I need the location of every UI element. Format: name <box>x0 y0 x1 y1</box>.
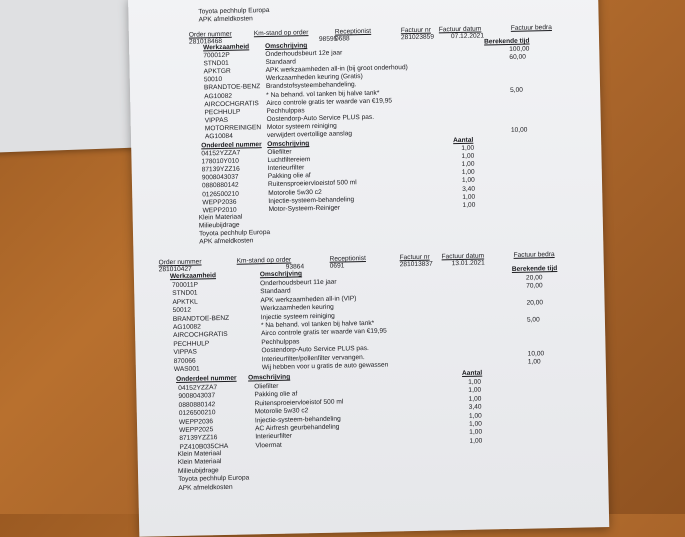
row-description: Oostendorp-Auto Service PLUS pas. <box>261 345 369 355</box>
row-code: BRANDTOE-BENZ <box>203 83 261 92</box>
row-description: Motor systeem reiniging <box>266 122 337 131</box>
receptionist-label: Receptionist <box>334 27 372 36</box>
row-code: 50012 <box>172 306 192 315</box>
row-code: 87139YZZ16 <box>179 434 218 443</box>
row-value: 1,00 <box>461 160 475 169</box>
row-description: Werkzaamheden keuring (Gratis) <box>265 73 363 83</box>
row-value: 1,00 <box>461 177 475 185</box>
row-value: 1,00 <box>468 387 482 395</box>
extra-line: Klein Materiaal <box>177 458 222 467</box>
top-line: APK afmeldkosten <box>198 15 253 24</box>
row-value: 1,00 <box>462 193 476 201</box>
row-description: Pakking olie af <box>267 172 311 181</box>
aantal-label: Aantal <box>453 136 474 145</box>
receptionist-label: Receptionist <box>329 254 366 263</box>
row-description: Standaard <box>265 58 296 67</box>
row-value: 1,00 <box>461 152 475 161</box>
row-code: APKTGR <box>203 67 231 76</box>
row-description: Motorolie 5w30 c2 <box>254 407 309 416</box>
row-code: 700011P <box>172 281 199 290</box>
row-code: WEPP2025 <box>179 426 214 434</box>
row-value: 70,00 <box>526 282 543 291</box>
factuur-datum-label: Factuur datum <box>438 25 482 34</box>
row-code: VIPPAS <box>204 116 229 125</box>
werkzaamheid-label: Werkzaamheid <box>203 43 250 52</box>
row-code: WEPP2010 <box>202 206 237 215</box>
row-description: Pakking olie af <box>254 390 298 399</box>
row-description: AC Airfresh geurbehandeling <box>255 423 340 433</box>
row-code: STND01 <box>172 289 198 298</box>
row-code: 9008043037 <box>178 392 216 401</box>
row-description: APK werkzaamheden all-in (VIP) <box>260 295 357 305</box>
km-stand-value: 98595 <box>318 35 338 43</box>
factuur-datum-value: 07.12.2021 <box>450 32 485 41</box>
row-code: 178010Y010 <box>201 157 239 166</box>
extra-line: APK afmeldkosten <box>199 237 254 246</box>
row-description: Brandstofsysteembehandeling. <box>265 81 357 91</box>
row-code: 0880880142 <box>178 400 216 409</box>
row-code: 04152YZZA7 <box>178 384 218 392</box>
order-nummer-value: 281010427 <box>158 265 192 274</box>
row-description: Interieurfilter/pollenfilter vervangen. <box>261 353 365 363</box>
row-code: 0126500210 <box>202 190 239 198</box>
row-description: Pechhulppas <box>261 338 300 347</box>
extra-line: APK afmeldkosten <box>178 483 233 492</box>
extra-line: Klein Materiaal <box>198 213 243 222</box>
row-description: Standaard <box>260 287 291 296</box>
row-description: Onderhoudsbeurt 11e jaar <box>260 278 337 288</box>
row-code: 9008043037 <box>201 173 239 182</box>
row-value: 10,00 <box>527 349 545 358</box>
row-code: VIPPAS <box>173 348 197 357</box>
row-description: * Na behand. vol tanken bij halve tank* <box>260 319 375 330</box>
row-code: 50010 <box>203 76 223 84</box>
row-value: 3,40 <box>468 403 482 412</box>
row-code: WEPP2036 <box>178 417 214 426</box>
row-value: 5,00 <box>526 316 540 324</box>
row-description: Oostendorp-Auto Service PLUS pas. <box>266 113 375 123</box>
row-description: APK werkzaamheden all-in (bij groot onderhoud) <box>265 64 408 75</box>
row-value: 20,00 <box>526 299 544 307</box>
omschrijving-label: Omschrijving <box>247 373 291 382</box>
row-description: Injectie systeem reiniging <box>260 312 335 321</box>
extra-line: Klein Materiaal <box>177 450 222 458</box>
berekende-tijd-label: Berekende tijd <box>511 264 558 273</box>
row-code: WEPP2036 <box>202 198 237 207</box>
omschrijving-label: Omschrijving <box>267 140 310 149</box>
extra-line: Toyota pechhulp Europa <box>178 474 250 484</box>
extra-line: Toyota pechhulp Europa <box>198 229 271 238</box>
row-description: Motorolie 5w30 c2 <box>268 188 322 197</box>
row-value: 1,00 <box>469 420 482 428</box>
row-description: Interieurfilter <box>255 432 293 441</box>
berekende-tijd-label: Berekende tijd <box>483 37 530 46</box>
row-description: Pechhulppas <box>266 106 305 115</box>
row-description: Oliefilter <box>254 382 279 391</box>
receptionist-value: 0688 <box>334 35 350 43</box>
row-description: Injectie-systeem-behandeling <box>254 415 341 424</box>
row-code: AG10082 <box>172 323 201 332</box>
row-description: * Na behand. vol tanken bij halve tank* <box>266 89 380 99</box>
row-value: 100,00 <box>509 45 530 53</box>
km-stand-label: Km-stand op order <box>253 29 309 38</box>
row-description: Ruitensproeiervloeistof 500 ml <box>254 398 344 408</box>
row-code: PZ410B035CHA <box>179 442 229 451</box>
km-stand-value: 93864 <box>285 263 305 271</box>
omschrijving-label: Omschrijving <box>259 270 303 279</box>
invoice-document <box>128 0 609 537</box>
row-value: 1,00 <box>469 437 483 445</box>
row-code: AG10084 <box>204 132 233 141</box>
row-description: Luchtfiltereiem <box>267 156 311 165</box>
order-nummer-value: 281018468 <box>188 37 223 46</box>
row-code: WAS001 <box>173 365 200 374</box>
row-description: Airco controle gratis ter waarde van €19,95 <box>266 97 393 107</box>
row-description: Vloermat <box>255 441 282 450</box>
row-code: 0126500210 <box>178 409 216 418</box>
row-description: Oliefilter <box>267 148 292 157</box>
row-code: PECHHULP <box>173 340 210 348</box>
row-code: 0880880142 <box>201 182 239 190</box>
row-description: Motor-Systeem-Reiniger <box>268 204 341 213</box>
row-value: 1,00 <box>461 144 475 152</box>
row-code: STND01 <box>203 59 229 68</box>
row-description: Ruitensproeiervloeistof 500 ml <box>267 179 357 189</box>
factuur-nr-value: 281013837 <box>399 260 433 269</box>
km-stand-label: Km-stand op order <box>236 256 292 265</box>
row-value: 10,00 <box>510 126 528 134</box>
row-value: 1,00 <box>462 201 476 209</box>
row-code: AIRCOCHGRATIS <box>204 99 259 108</box>
row-code: BRANDTOE-BENZ <box>172 314 230 323</box>
row-code: 700012P <box>203 51 230 60</box>
row-value: 1,00 <box>468 378 482 386</box>
row-code: AIRCOCHGRATIS <box>173 331 228 340</box>
top-line: Toyota pechhulp Europa <box>198 6 270 16</box>
werkzaamheid-label: Werkzaamheid <box>169 272 217 281</box>
row-code: AG10082 <box>204 92 233 100</box>
factuur-nr-label: Factuur nr <box>400 26 431 35</box>
row-code: 870066 <box>173 357 196 365</box>
row-description: Injectie-systeem-behandeling <box>268 195 355 205</box>
row-code: PECHHULP <box>204 108 241 117</box>
extra-line: Milieubijdrage <box>177 466 219 475</box>
order-nummer-label: Order nummer <box>158 258 202 267</box>
onderdeel-nummer-label: Onderdeel nummer <box>176 374 237 383</box>
row-value: 5,00 <box>510 86 523 94</box>
factuur-nr-label: Factuur nr <box>399 253 430 262</box>
factuur-datum-label: Factuur datum <box>441 252 485 261</box>
onderdeel-nummer-label: Onderdeel nummer <box>201 141 262 150</box>
row-value: 3,40 <box>462 185 476 193</box>
row-value: 1,00 <box>468 395 482 403</box>
extra-line: Milieubijdrage <box>198 221 240 230</box>
omschrijving-label: Omschrijving <box>265 42 308 51</box>
row-code: 87139YZZ16 <box>201 165 240 174</box>
row-description: verwijdert overtollige aanslag <box>266 130 353 140</box>
factuur-nr-value: 281023859 <box>400 33 435 42</box>
row-value: 1,00 <box>469 428 483 437</box>
row-description: Onderhoudsbeurt 12e jaar <box>265 49 343 59</box>
row-description: Interieurfilter <box>267 164 305 173</box>
row-value: 1,00 <box>527 358 541 366</box>
row-value: 20,00 <box>525 274 543 282</box>
row-description: Wij hebben voor u gratis de auto gewassen <box>261 361 389 372</box>
order-nummer-label: Order nummer <box>188 30 232 39</box>
receptionist-value: 0691 <box>329 262 345 270</box>
row-value: 1,00 <box>468 412 482 420</box>
row-code: APKTKL <box>172 298 198 306</box>
row-description: Werkzaamheden keuring <box>260 303 334 313</box>
row-code: MOTORREINIGEN <box>204 124 262 133</box>
row-value: 60,00 <box>509 53 526 62</box>
factuur-bedrag-label: Factuur bedra <box>510 24 552 32</box>
aantal-label: Aantal <box>461 369 483 378</box>
row-description: Airco controle gratis ter waarde van €19,95 <box>261 327 387 338</box>
row-value: 1,00 <box>461 168 475 177</box>
factuur-datum-value: 13.01.2021 <box>451 259 485 268</box>
factuur-bedrag-label: Factuur bedra <box>513 251 555 259</box>
row-code: 04152YZZA7 <box>201 149 241 158</box>
